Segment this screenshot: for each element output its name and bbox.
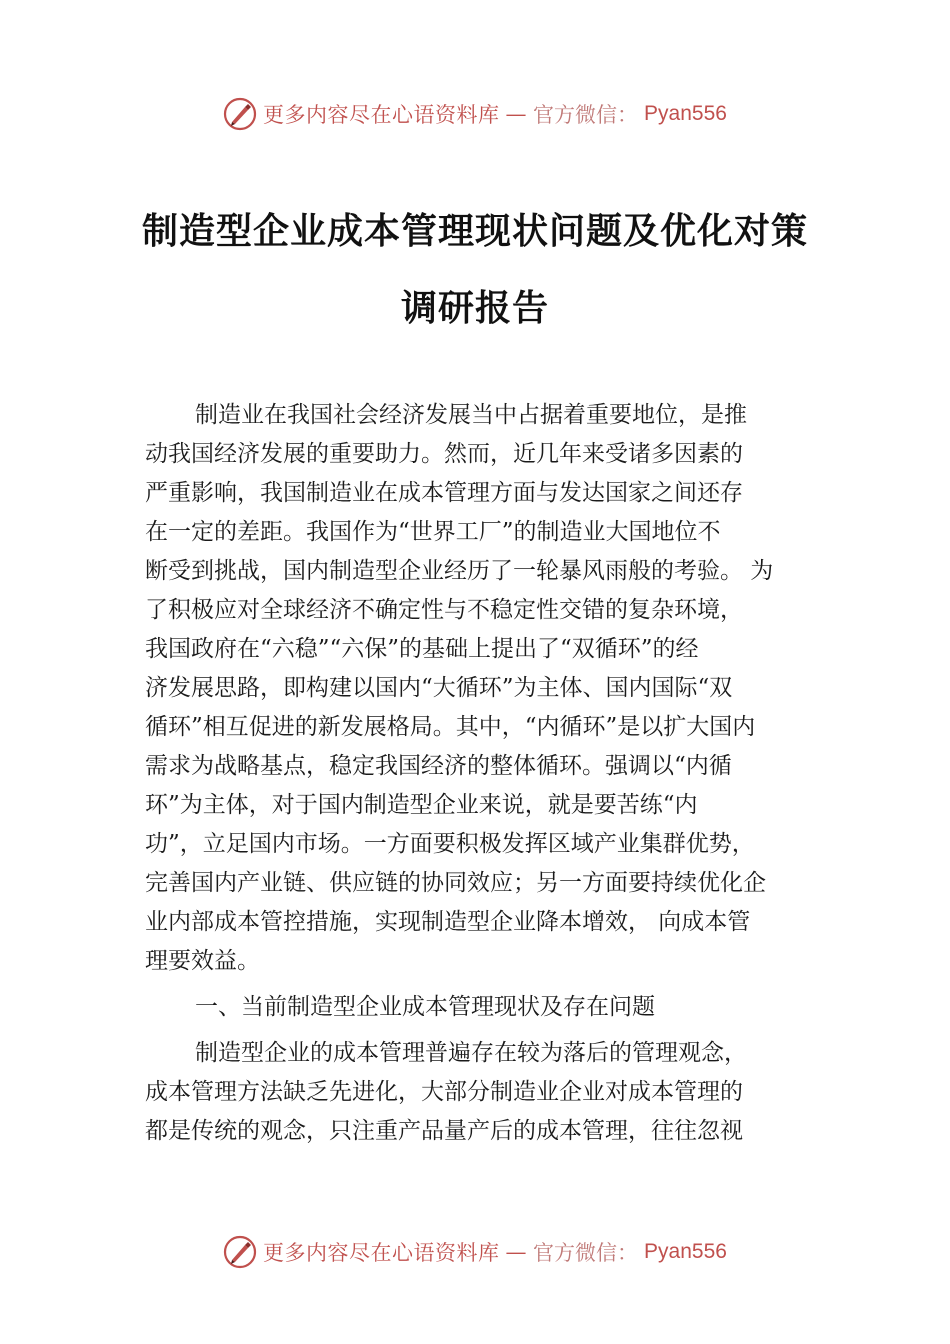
section-heading bbox=[145, 988, 825, 1027]
watermark-footer bbox=[0, 1232, 950, 1272]
paragraph-line: 循环”相互促进的新发展格局。其中，“内循环”是以扩大国内 bbox=[145, 714, 756, 740]
paragraph-line: 了积极应对全球经济不确定性与不稳定性交错的复杂环境， bbox=[145, 597, 743, 623]
watermark-wechat-label: 官方微信： bbox=[533, 1241, 639, 1265]
paragraph-line: 制造型企业的成本管理普遍存在较为落后的管理观念， bbox=[195, 1040, 747, 1066]
pen-logo-icon bbox=[223, 1235, 257, 1269]
paragraph-line: 严重影响，我国制造业在成本管理方面与发达国家之间还存 bbox=[145, 480, 743, 506]
paragraph-line: 在一定的差距。我国作为“世界工厂”的制造业大国地位不 bbox=[145, 519, 721, 545]
paragraph-line: 都是传统的观念，只注重产品量产后的成本管理，往往忽视 bbox=[145, 1118, 743, 1144]
paragraph-line: 断受到挑战，国内制造型企业经历了一轮暴风雨般的考验。 为 bbox=[145, 558, 774, 584]
paragraph-line: 理要效益。 bbox=[145, 948, 260, 974]
watermark-dash: — bbox=[505, 1240, 528, 1264]
paragraph-line: 成本管理方法缺乏先进化，大部分制造业企业对成本管理的 bbox=[145, 1079, 743, 1105]
document-title-line2: 调研报告 bbox=[400, 287, 549, 329]
paragraph-2 bbox=[145, 1034, 825, 1151]
paragraph-line: 我国政府在“六稳”“六保”的基础上提出了“双循环”的经 bbox=[145, 636, 699, 662]
watermark-header bbox=[0, 94, 950, 134]
watermark-dash: — bbox=[505, 102, 528, 126]
paragraph-line: 制造业在我国社会经济发展当中占据着重要地位，是推 bbox=[195, 402, 747, 428]
paragraph-1 bbox=[145, 396, 825, 981]
pen-logo-icon bbox=[223, 97, 257, 131]
paragraph-line: 完善国内产业链、供应链的协同效应；另一方面要持续优化企 bbox=[145, 870, 766, 896]
watermark-text: 更多内容尽在心语资料库 bbox=[263, 103, 500, 127]
watermark-text: 更多内容尽在心语资料库 bbox=[263, 1241, 500, 1265]
document-title-line1: 制造型企业成本管理现状问题及优化对策 bbox=[141, 210, 808, 252]
paragraph-line: 功”，立足国内市场。一方面要积极发挥区域产业集群优势， bbox=[145, 831, 755, 857]
watermark-wechat-id: Pyan556 bbox=[644, 1240, 727, 1263]
paragraph-line: 环”为主体，对于国内制造型企业来说，就是要苦练“内 bbox=[145, 792, 698, 818]
paragraph-line: 需求为战略基点，稳定我国经济的整体循环。强调以“内循 bbox=[145, 753, 732, 779]
watermark-wechat-id: Pyan556 bbox=[644, 102, 727, 125]
paragraph-line: 业内部成本管控措施，实现制造型企业降本增效， 向成本管 bbox=[145, 909, 751, 935]
paragraph-line: 动我国经济发展的重要助力。然而，近几年来受诸多因素的 bbox=[145, 441, 743, 467]
paragraph-line: 济发展思路，即构建以国内“大循环”为主体、国内国际“双 bbox=[145, 675, 733, 701]
watermark-wechat-label: 官方微信： bbox=[533, 103, 639, 127]
section-heading-text: 一、当前制造型企业成本管理现状及存在问题 bbox=[195, 994, 655, 1020]
